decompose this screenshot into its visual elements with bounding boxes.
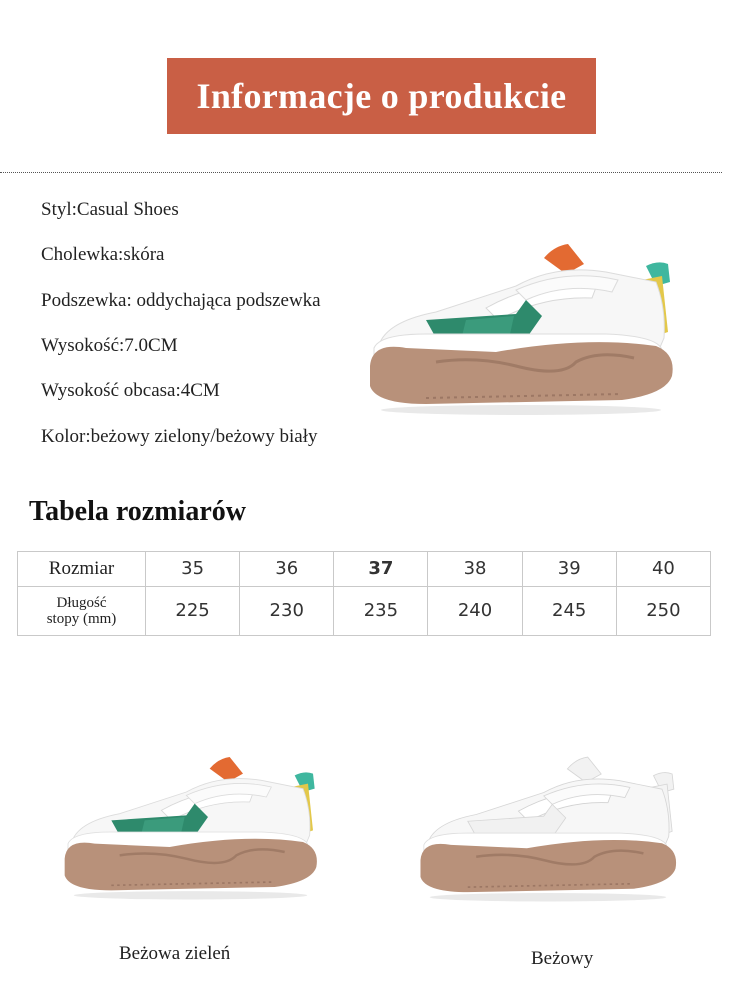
length-cell: 235	[334, 586, 428, 636]
spec-lining: Podszewka: oddychająca podszewka	[41, 290, 321, 311]
length-label-line2: stopy (mm)	[46, 610, 117, 627]
variant-white-shoe-image	[414, 752, 682, 904]
size-row	[18, 552, 711, 587]
size-cell: 35	[146, 552, 240, 587]
size-table-title: Tabela rozmiarów	[29, 496, 246, 527]
variant-white-caption: Beżowy	[531, 948, 594, 969]
size-cell: 37	[334, 552, 428, 587]
spec-upper: Cholewka:skóra	[41, 244, 165, 265]
size-table	[17, 551, 711, 636]
banner-title: Informacje o produkcie	[196, 76, 567, 116]
spec-style: Styl:Casual Shoes	[41, 199, 179, 220]
variant-green-shoe-image	[58, 752, 323, 902]
spec-heel-height: Wysokość obcasa:4CM	[41, 380, 220, 401]
main-shoe-image	[366, 238, 676, 418]
spec-color: Kolor:beżowy zielony/beżowy biały	[41, 426, 318, 447]
section-banner	[167, 58, 596, 134]
size-cell: 40	[616, 552, 710, 587]
length-label-line1: Długość	[56, 594, 107, 611]
size-cell: 36	[240, 552, 334, 587]
length-cell: 240	[428, 586, 522, 636]
length-cell: 230	[240, 586, 334, 636]
variant-green-caption: Beżowa zieleń	[119, 943, 231, 964]
size-cell: 38	[428, 552, 522, 587]
dotted-divider	[0, 172, 722, 173]
length-cell: 245	[522, 586, 616, 636]
length-row	[18, 586, 711, 636]
length-row-label	[18, 586, 146, 636]
spec-height: Wysokość:7.0CM	[41, 335, 178, 356]
size-cell: 39	[522, 552, 616, 587]
length-cell: 250	[616, 586, 710, 636]
length-cell: 225	[146, 586, 240, 636]
size-row-label: Rozmiar	[18, 552, 146, 587]
